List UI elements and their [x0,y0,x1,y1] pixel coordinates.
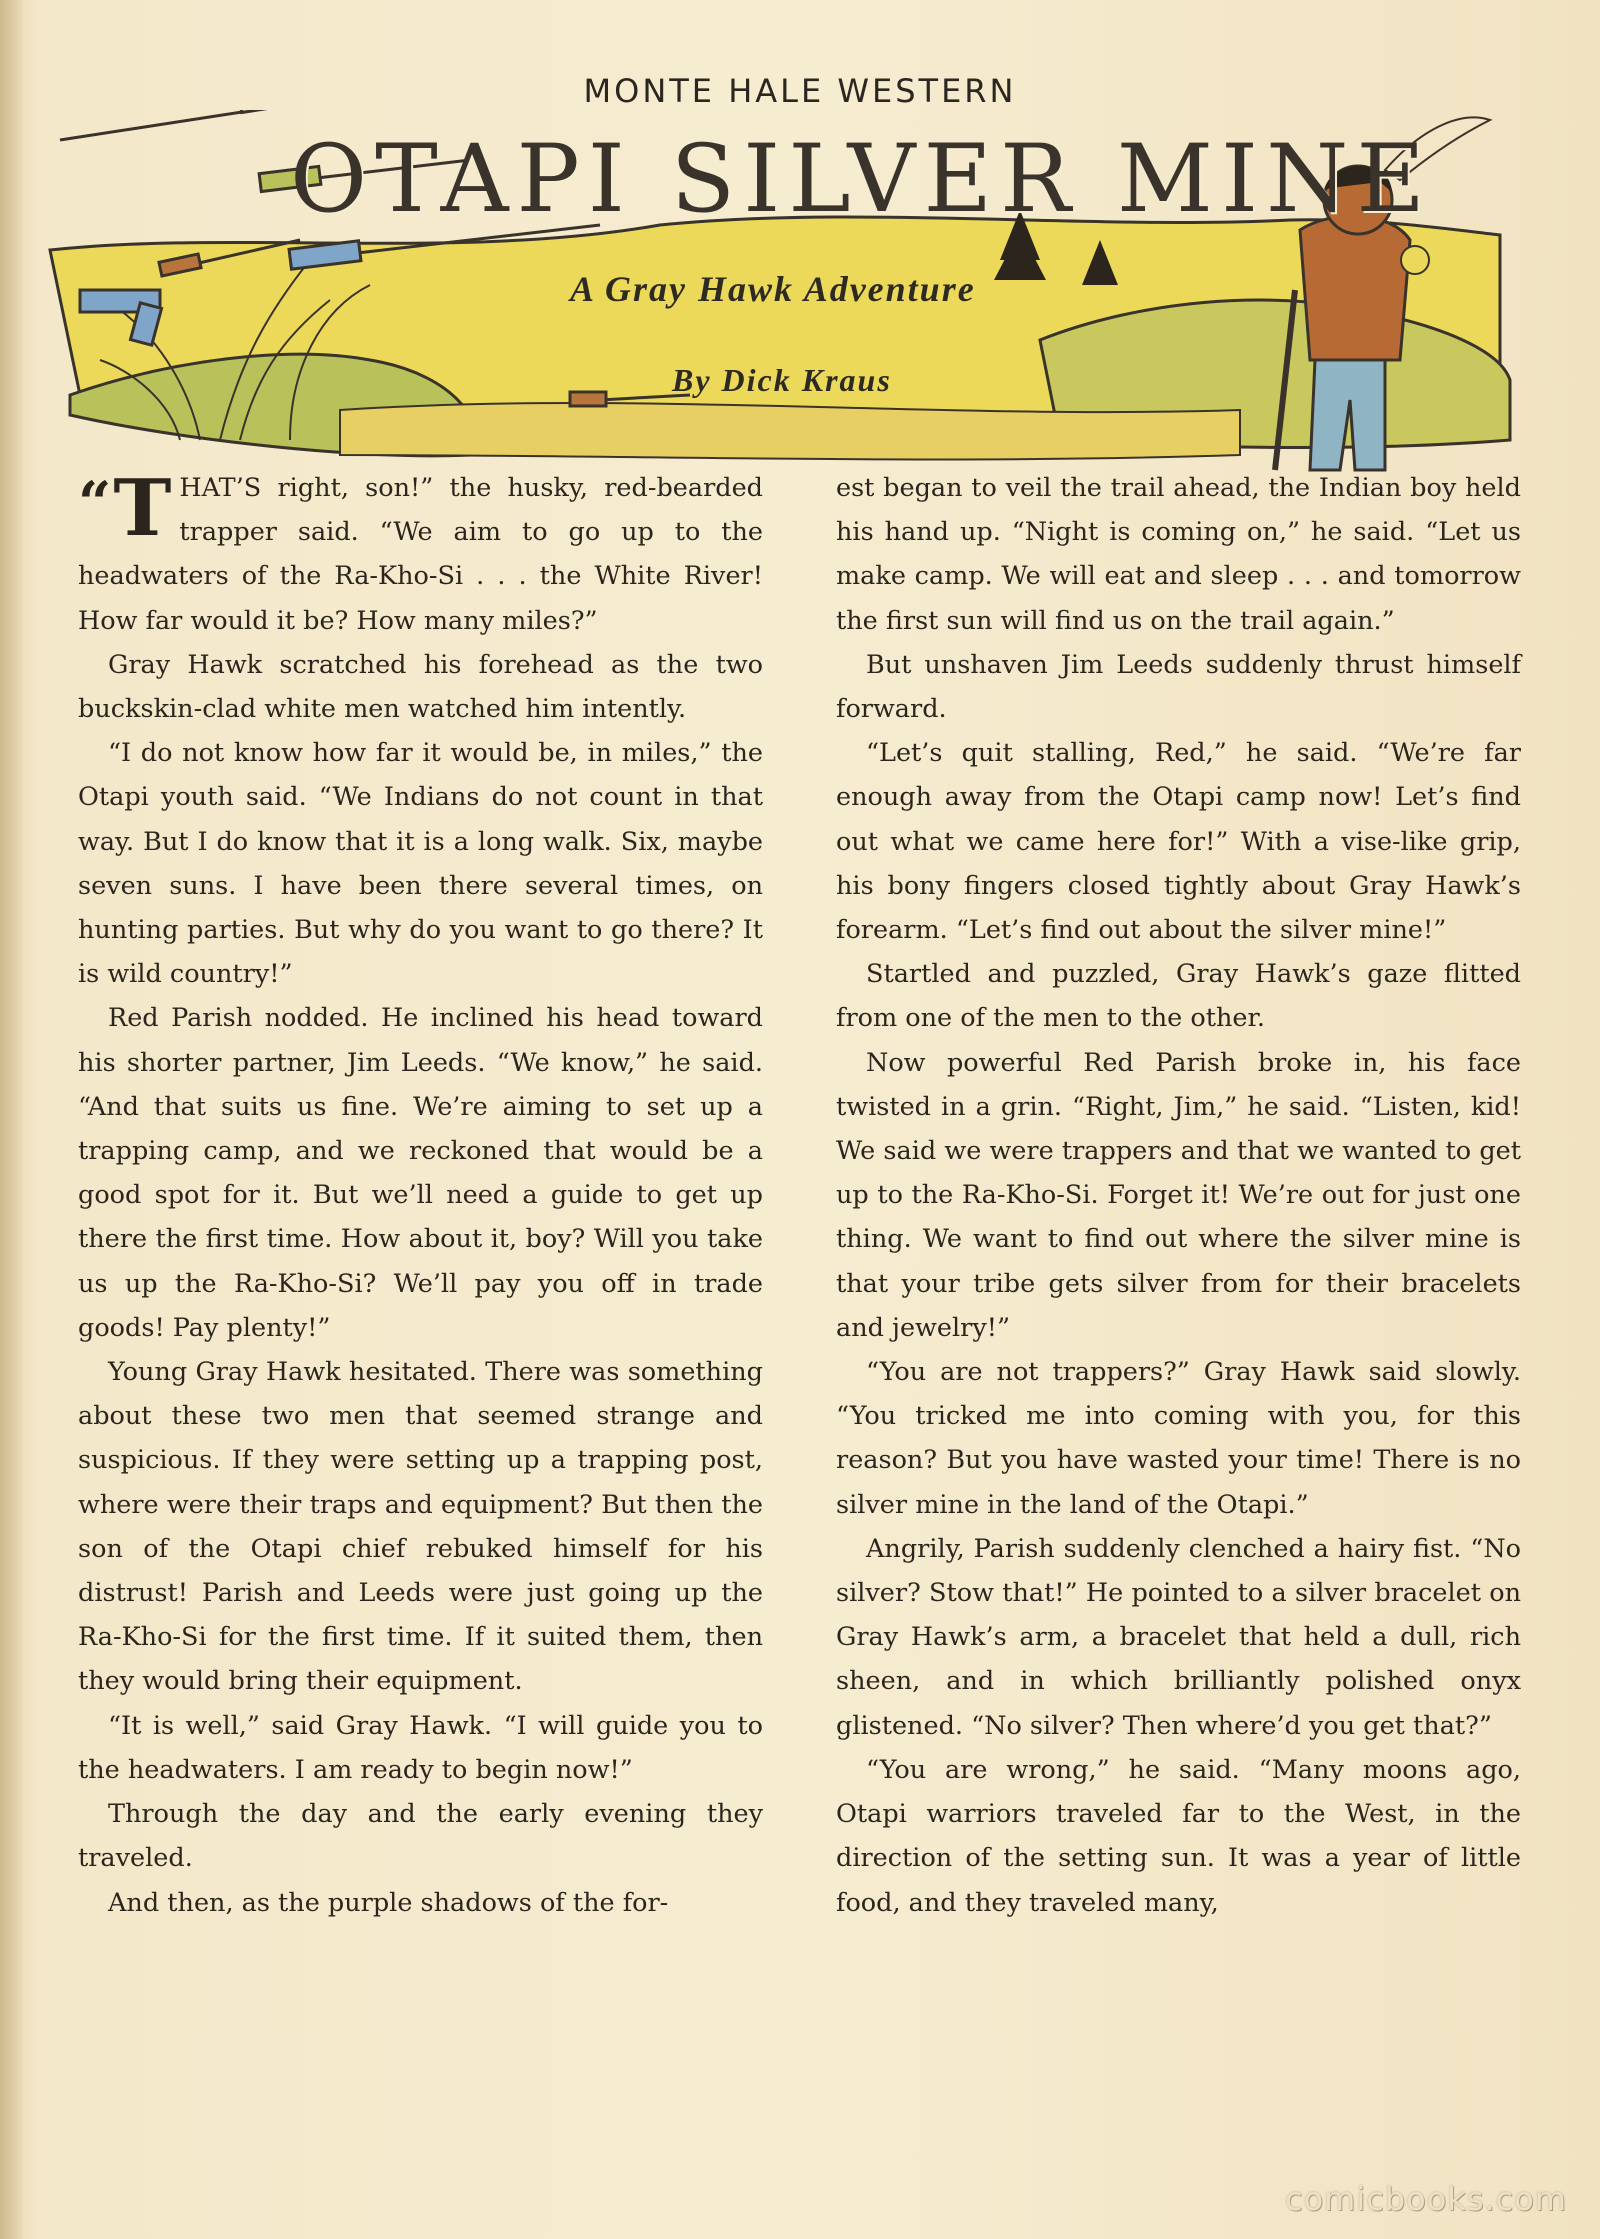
ground-strip [340,403,1240,459]
paragraph: Now powerful Red Parish broke in, his face twisted in a grin. “Right, Jim,” he said. “Listen, kid! We said we were trappers and that we wanted to get up to the Ra-Kho-Si. Forget it! We’re out for just one thing. We want to find out where the silver mine is that your tribe gets silver from for their bracelets and jewelry!” [836,1047,1521,1343]
story-title: OTAPI SILVER MINE [290,125,1433,234]
paragraph: And then, as the purple shadows of the for- [108,1887,669,1918]
paragraph: Red Parish nodded. He inclined his head toward his shorter partner, Jim Leeds. “We know,” he said. “And that suits us fine. We’re aiming to set up a trapping camp, and we reckoned that would be a good spot for it. But we’ll need a guide to get up there the first time. How about it, boy? Will you take us up the Ra-Kho-Si? We’ll pay you off in trade goods! Pay plenty!” [78,1003,763,1343]
text-column-left [78,463,763,1925]
paragraph: But unshaven Jim Leeds suddenly thrust himself forward. [836,649,1521,725]
paragraph: “You are wrong,” he said. “Many moons ago, Otapi warriors traveled far to the West, in the direction of the setting sun. It was a year of little food, and they traveled many, [836,1754,1521,1918]
site-watermark: comicbooks.com [1285,2180,1568,2218]
paragraph: HAT’S right, son!” the husky, red-bearded trapper said. “We aim to go up to the headwaters of the Ra-Kho-Si . . . the White River! How far would it be? How many miles?” [78,473,763,636]
figure-trousers [1310,360,1385,470]
drop-cap: T [113,463,172,554]
paragraph: “I do not know how far it would be, in miles,” the Otapi youth said. “We Indians do not count in that way. But I do know that it is a long walk. Six, maybe seven suns. I have been there several times, on hunting parties. But why do you want to go there? It is wild country!” [78,738,763,990]
paragraph: “It is well,” said Gray Hawk. “I will guide you to the headwaters. I am ready to begin now!” [78,1710,763,1785]
paragraph: Angrily, Parish suddenly clenched a hairy fist. “No silver? Stow that!” He pointed to a silver bracelet on Gray Hawk’s arm, a bracelet that held a dull, rich sheen, and in which brilliantly polished onyx glistened. “No silver? Then where’d you get that?” [836,1533,1521,1741]
paragraph: est began to veil the trail ahead, the Indian boy held his hand up. “Night is coming on,” he said. “Let us make camp. We will eat and sleep . . . and tomorrow the first sun will find us on the trail again.” [836,473,1521,636]
paragraph: “You are not trappers?” Gray Hawk said slowly. “You tricked me into coming with you, for this reason? But you have wasted your time! There is no silver mine in the land of the Otapi.” [836,1357,1521,1520]
paragraph: Startled and puzzled, Gray Hawk’s gaze flitted from one of the men to the other. [836,959,1521,1034]
paragraph: Through the day and the early evening they traveled. [78,1799,763,1874]
masthead: MONTE HALE WESTERN [583,72,1017,110]
opening-quote-mark: “ [78,469,112,537]
armlet-icon [1401,246,1429,274]
figure-torso [1300,216,1410,360]
paragraph: Young Gray Hawk hesitated. There was something about these two men that seemed strange and suspicious. If they were setting up a trapping post, where were their traps and equipment? But then the son of the Otapi chief rebuked himself for his distrust! Parish and Leeds were just going up the Ra-Kho-Si for the first time. If it suited them, then they would bring their equipment. [78,1357,763,1697]
story-subtitle: A Gray Hawk Adventure [570,269,976,309]
paragraph: Gray Hawk scratched his forehead as the two buckskin-clad white men watched him intently. [78,649,763,725]
rifle-icon [60,110,320,140]
text-column-right [836,466,1521,1925]
story-byline: By Dick Kraus [672,362,892,398]
paragraph: “Let’s quit stalling, Red,” he said. “We’re far enough away from the Otapi camp now! Let’s find out what we came here for!” With a vise-like grip, his bony fingers closed tightly about Gray Hawk’s forearm. “Let’s find out about the silver mine!” [836,738,1521,946]
page-spine [0,0,22,2239]
